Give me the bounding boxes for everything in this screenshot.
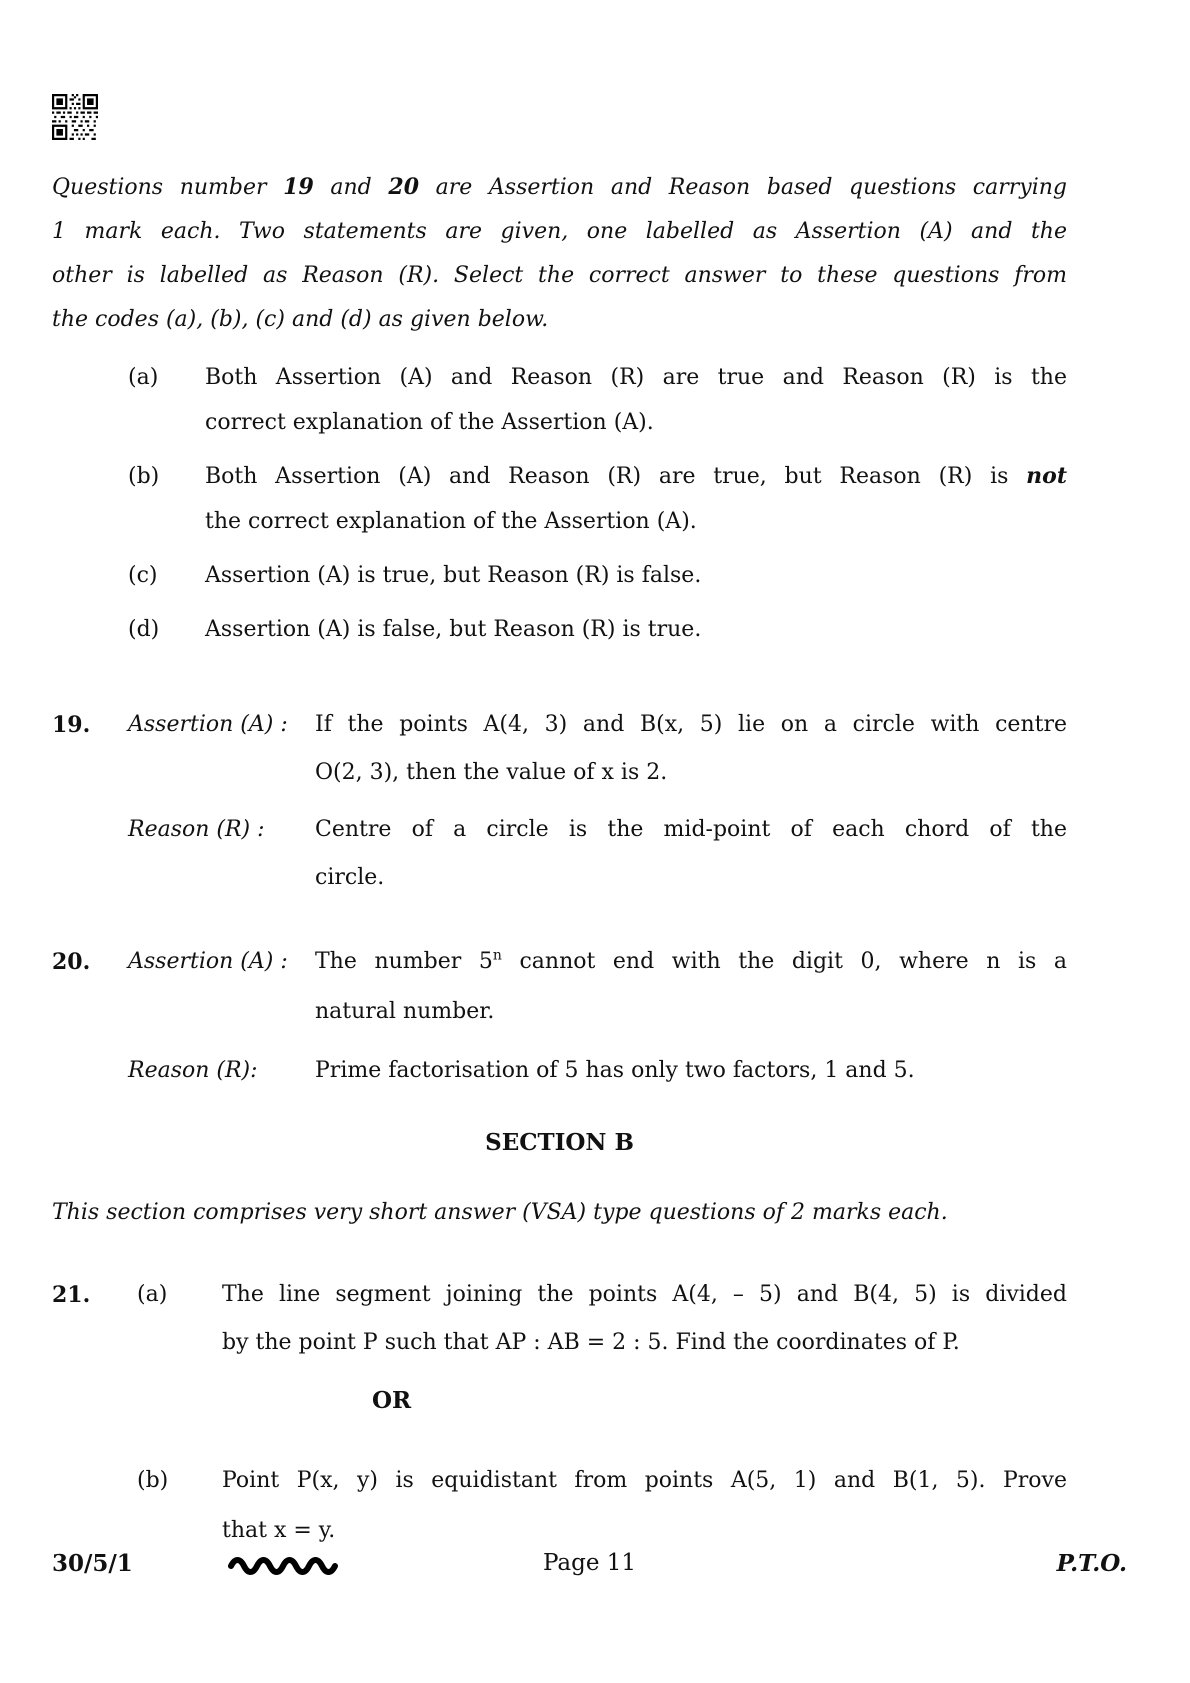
- bold-not: not: [1026, 463, 1067, 489]
- question-21-part-b: [52, 1456, 1067, 1556]
- option-a-text: Both Assertion (A) and Reason (R) are true and Reason (R) is the correct explanation of the Assertion (A).: [205, 365, 1067, 435]
- option-b: [128, 454, 1067, 544]
- option-d-label: (d): [128, 617, 160, 642]
- q21-b-label: (b): [137, 1468, 169, 1493]
- superscript-n: n: [492, 947, 502, 964]
- intro-line-1: Questions number 19 and 20 are Assertion and Reason based questions carrying: [52, 174, 1067, 200]
- q21-part-a-row: [52, 1271, 1067, 1367]
- qr-code-icon: [52, 93, 98, 141]
- q19-number: 19.: [52, 712, 91, 738]
- page-content: [52, 93, 1067, 1556]
- option-c-label: (c): [128, 563, 158, 588]
- q20-assertion-row: [52, 937, 1067, 1037]
- option-c-text: Assertion (A) is true, but Reason (R) is false.: [205, 563, 702, 588]
- page-number: Page 11: [542, 1550, 637, 1576]
- q21-number: 21.: [52, 1282, 91, 1308]
- question-21: [52, 1271, 1067, 1367]
- option-b-label: (b): [128, 464, 160, 489]
- intro-paragraph: [52, 165, 1067, 342]
- question-19: [52, 701, 1067, 902]
- q21-part-b-row: [52, 1456, 1067, 1556]
- section-b-title: SECTION B: [485, 1129, 634, 1156]
- q19-reason-row: [52, 806, 1067, 902]
- q19-reason-label: Reason (R) :: [128, 817, 265, 842]
- answer-codes-list: [52, 355, 1067, 652]
- q21-a-label: (a): [137, 1282, 168, 1307]
- intro-line-2: 1 mark each. Two statements are given, one labelled as Assertion (A) and the: [52, 219, 1067, 244]
- option-d-text: Assertion (A) is false, but Reason (R) is true.: [205, 617, 702, 642]
- question-20: [52, 937, 1067, 1096]
- squiggle-icon: [228, 1556, 338, 1576]
- option-b-text: Both Assertion (A) and Reason (R) are true, but Reason (R) is not the correct explanation of the Assertion (A).: [205, 463, 1067, 534]
- pto-label: P.T.O.: [1056, 1550, 1127, 1577]
- q20-reason-text: Prime factorisation of 5 has only two factors, 1 and 5.: [315, 1058, 915, 1083]
- option-a-label: (a): [128, 365, 159, 390]
- intro-line-4: the codes (a), (b), (c) and (d) as given below.: [52, 307, 549, 332]
- q19-assertion-row: [52, 701, 1067, 797]
- option-d: [128, 607, 1067, 652]
- q21-b-text: Point P(x, y) is equidistant from points A(5, 1) and B(1, 5). Prove that x = y.: [222, 1468, 1067, 1543]
- q20-reason-label: Reason (R):: [128, 1058, 258, 1083]
- bold-19: 19: [283, 174, 314, 200]
- q20-assertion-label: Assertion (A) :: [128, 949, 288, 974]
- q21-a-text: The line segment joining the points A(4, – 5) and B(4, 5) is divided by the point P such that AP : AB = 2 : 5. Find the coordinates of P.: [222, 1282, 1067, 1355]
- q20-number: 20.: [52, 949, 91, 975]
- or-separator: OR: [372, 1387, 412, 1414]
- section-b-description: This section comprises very short answer (VSA) type questions of 2 marks each.: [52, 1200, 948, 1225]
- bold-20: 20: [388, 174, 420, 200]
- option-c: [128, 553, 1067, 598]
- q19-assertion-label: Assertion (A) :: [128, 712, 288, 737]
- q19-reason-text: Centre of a circle is the mid-point of each chord of the circle.: [315, 817, 1067, 890]
- option-a: [128, 355, 1067, 445]
- page-footer: [52, 1550, 1127, 1584]
- intro-line-3: other is labelled as Reason (R). Select the correct answer to these questions from: [52, 263, 1067, 288]
- q19-assertion-text: If the points A(4, 3) and B(x, 5) lie on a circle with centre O(2, 3), then the value of x is 2.: [315, 712, 1067, 785]
- q20-reason-row: [52, 1046, 1067, 1096]
- q20-assertion-text: The number 5$^n$ cannot end with the digit 0, where n is a natural number.: [315, 947, 1067, 1024]
- paper-code: 30/5/1: [52, 1550, 133, 1577]
